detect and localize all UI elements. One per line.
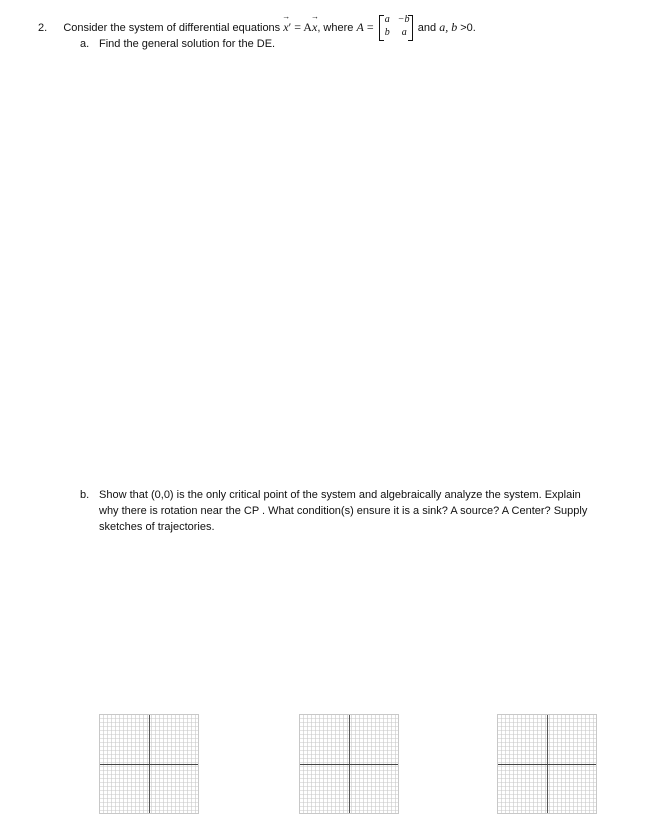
ab-vars: a, b	[439, 19, 458, 34]
part-b-line-3: sketches of trajectories.	[99, 521, 215, 533]
vector-x: → x	[283, 20, 288, 35]
part-a	[80, 38, 89, 50]
part-b-line-2: why there is rotation near the CP . What condition(s) ensure it is a sink? A source? A Center? Supply	[99, 505, 588, 517]
grid-svg	[497, 714, 597, 814]
sketch-grid-1[interactable]	[99, 714, 199, 814]
part-b-label: b.	[80, 489, 90, 501]
where-text: , where	[317, 21, 354, 34]
and-text: and	[417, 21, 437, 34]
matrix-name: A	[356, 19, 364, 34]
matrix-a21: b	[384, 27, 390, 38]
sketch-grid-2[interactable]	[299, 714, 399, 814]
matrix-A	[379, 15, 413, 41]
positivity-condition: >0.	[460, 21, 476, 34]
equation-middle: ′ = A	[288, 19, 312, 34]
part-a-text: Find the general solution for the DE.	[99, 38, 276, 50]
part-b-line-1: Show that (0,0) is the only critical point of the system and algebraically analyze the system. Explain	[99, 489, 581, 501]
matrix-a11: a	[384, 14, 390, 25]
vector-x-2: → x	[312, 20, 317, 35]
grid-svg	[99, 714, 199, 814]
sketch-grid-3[interactable]	[497, 714, 597, 814]
problem-number: 2.	[38, 21, 48, 34]
matrix-a22: a	[401, 27, 407, 38]
problem-intro: Consider the system of differential equations	[63, 21, 281, 34]
matrix-a12: −b	[397, 14, 410, 25]
grid-svg	[299, 714, 399, 814]
equals-sign: =	[366, 19, 374, 34]
part-a-label: a.	[80, 38, 90, 50]
